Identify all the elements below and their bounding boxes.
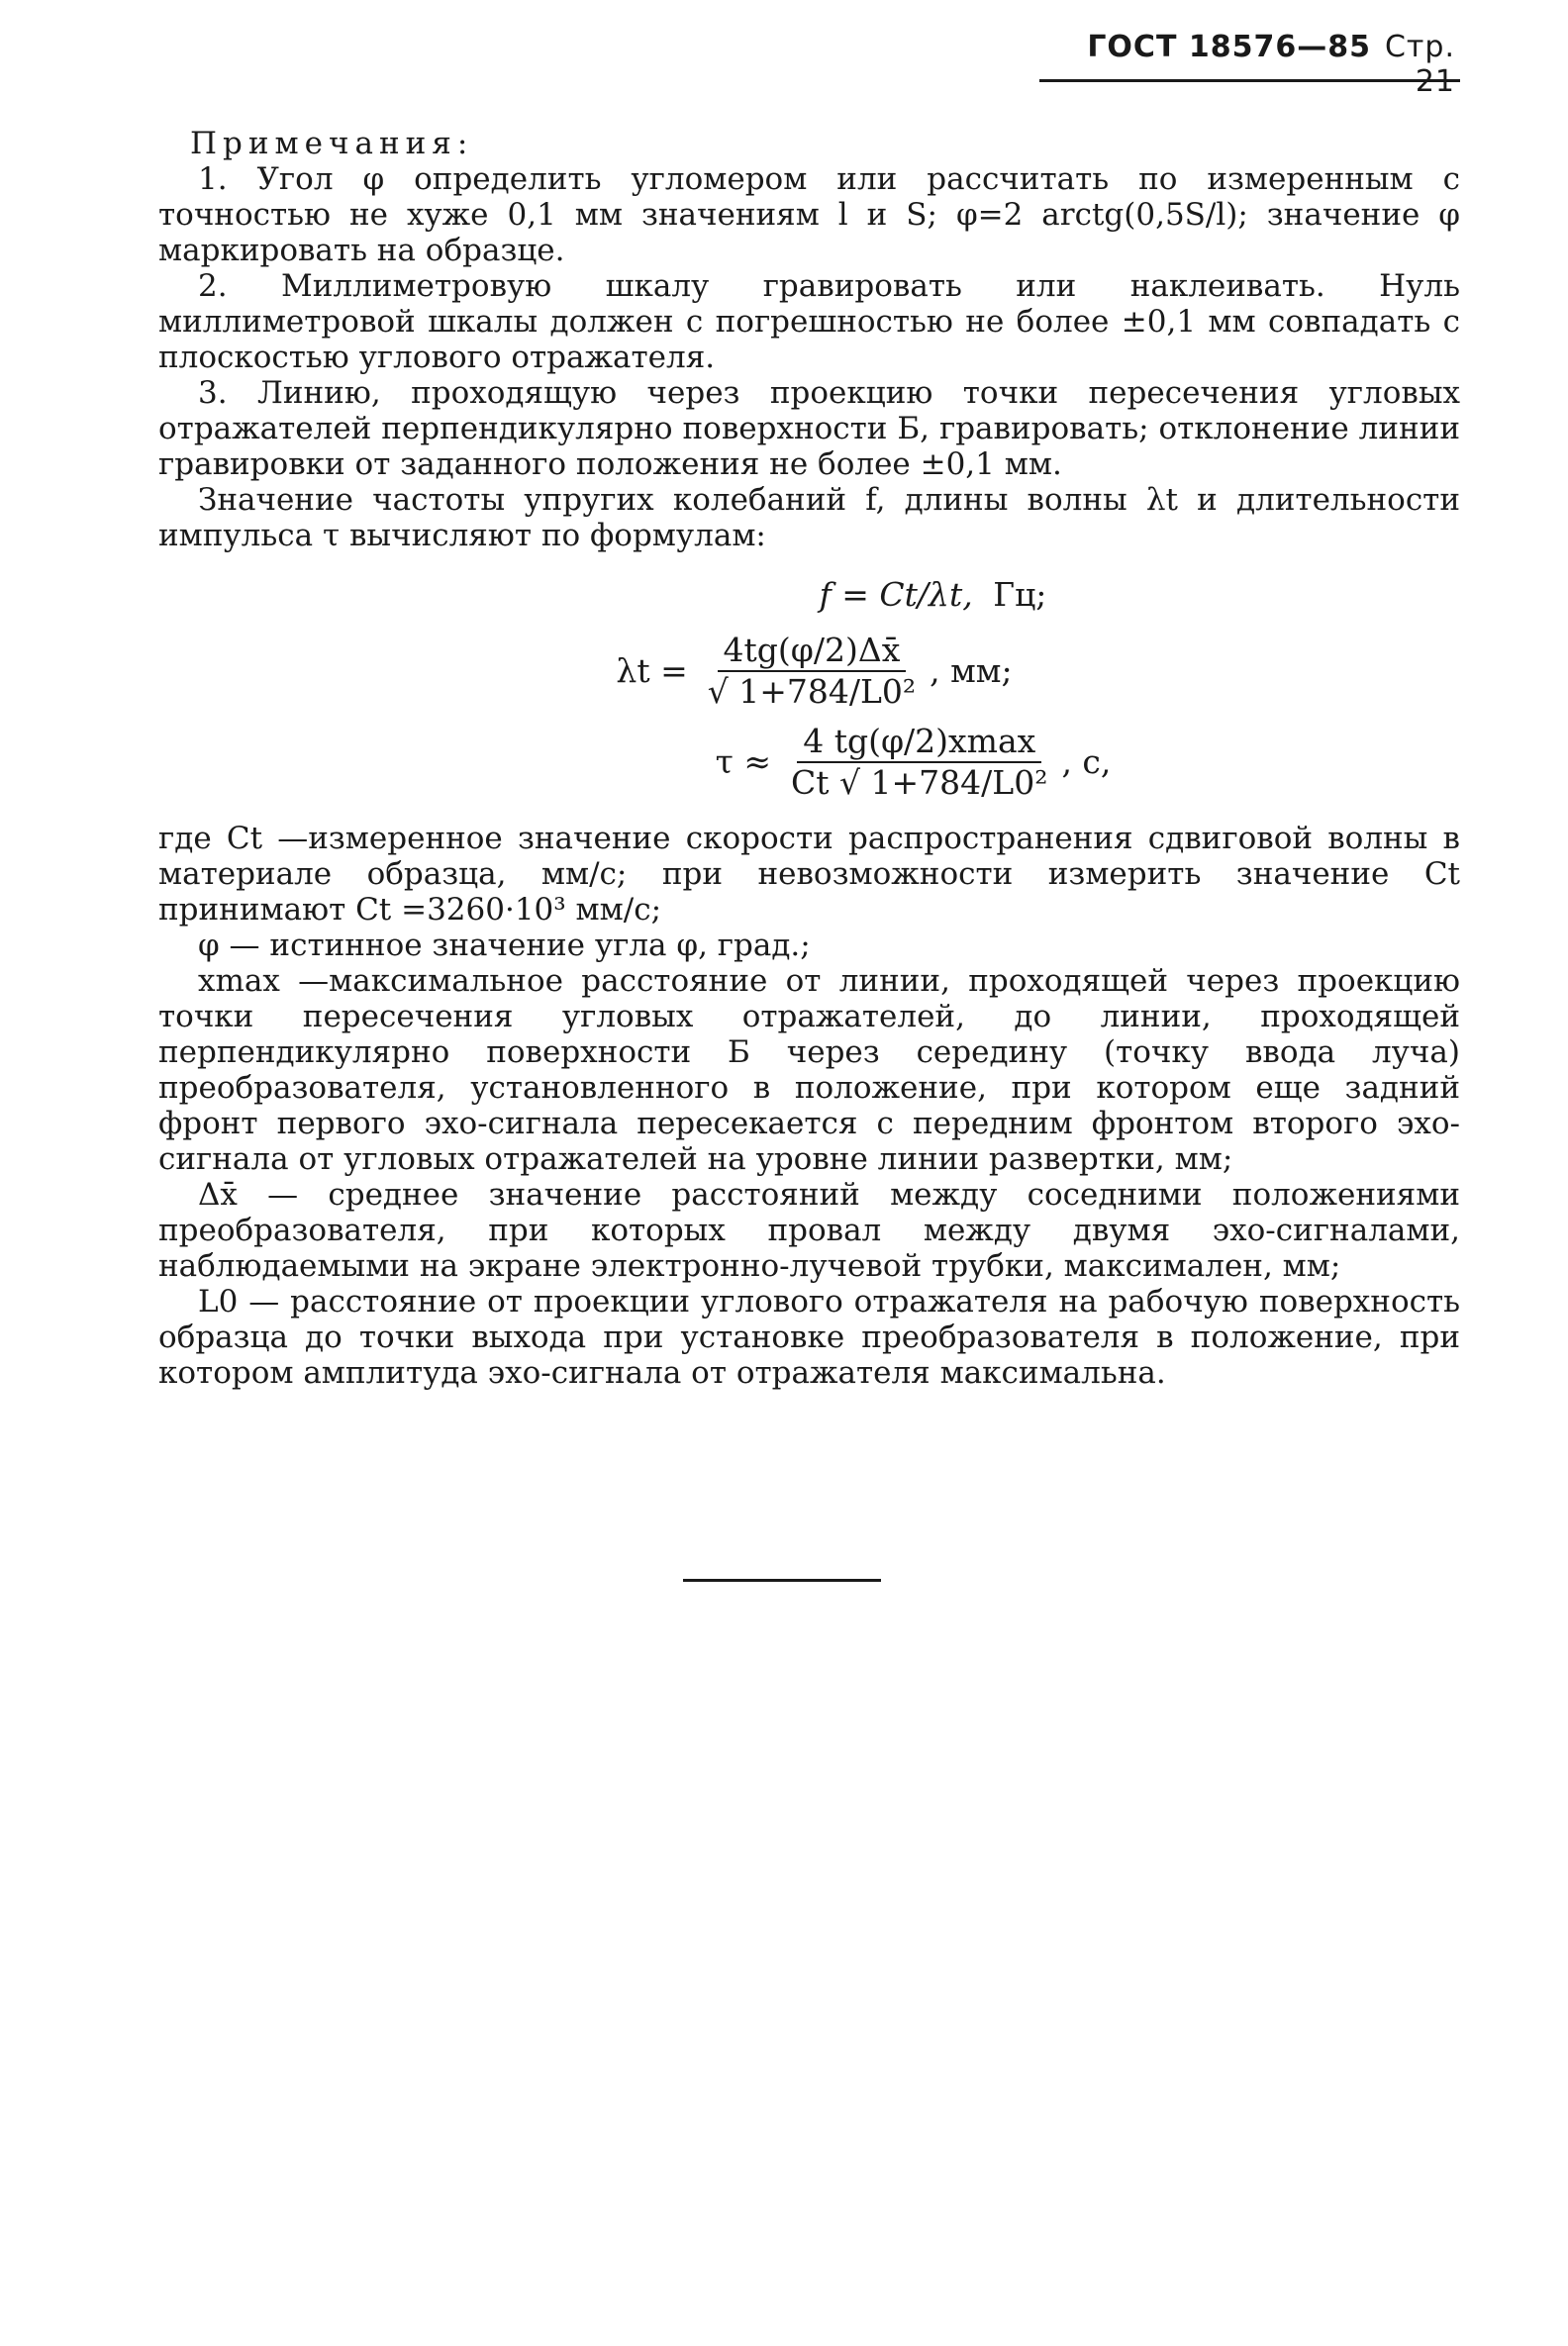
definitions-list: [158, 821, 1460, 1391]
formula-wavelength-fraction: [702, 633, 922, 710]
formula-wavelength-lhs: λt =: [616, 651, 688, 690]
page-number: Стр. 21: [1384, 30, 1455, 99]
formula-duration-unit: , с,: [1061, 742, 1112, 781]
formula-frequency-unit: Гц;: [993, 575, 1047, 614]
formula-frequency-rhs: = Ct/λt,: [841, 575, 973, 614]
definition-delta-x: Δx̄ — среднее значение расстояний между соседними положениями преобразователя, при которых провал между двумя эхо-сигналами, наблюдаемыми на экране электронно-лучевой трубки, максимален, мм;: [158, 1177, 1460, 1284]
formula-wavelength-numerator: 4tg(φ/2)Δx̄: [718, 633, 907, 672]
formula-duration: [158, 724, 1460, 801]
note-item-3: 3. Линию, проходящую через проекцию точки пересечения угловых отражателей перпендикулярно поверхности Б, гравировать; отклонение линии гравировки от заданного положения не более ±0,1 мм.: [158, 375, 1460, 482]
definition-phi: φ — истинное значение угла φ, град.;: [198, 928, 811, 963]
formula-duration-lhs: τ ≈: [715, 742, 772, 781]
definition-xmax: xmax —максимальное расстояние от линии, проходящей через проекцию точки пересечения угловых отражателей, до линии, проходящей перпендикулярно поверхности Б через середину (точку ввода луча) преобразователя, установленного в положение, при котором еще задний фронт первого эхо-сигнала пересекается с передним фронтом второго эхо-сигнала от угловых отражателей на уровне линии развертки, мм;: [158, 963, 1460, 1177]
note-item-2: 2. Миллиметровую шкалу гравировать или наклеивать. Нуль миллиметровой шкалы должен с погрешностью не более ±0,1 мм совпадать с плоскостью углового отражателя.: [158, 268, 1460, 375]
formula-wavelength: [158, 633, 1460, 710]
note-item-1: 1. Угол φ определить угломером или рассчитать по измеренным с точностью не хуже 0,1 мм значениям l и S; φ=2 arctg(0,5S/l); значение φ маркировать на образце.: [158, 161, 1460, 268]
definition-ct: где Ct —измеренное значение скорости распространения сдвиговой волны в материале образца, мм/с; при невозможности измерить значение Ct принимают Ct =3260·10³ мм/с;: [158, 821, 1460, 928]
formula-duration-numerator: 4 tg(φ/2)xmax: [797, 724, 1041, 763]
formulas-intro: Значение частоты упругих колебаний f, длины волны λt и длительности импульса τ вычисляют по формулам:: [158, 482, 1460, 553]
header-rule: [1039, 79, 1460, 82]
page-body: [158, 126, 1460, 1391]
formula-wavelength-unit: , мм;: [930, 651, 1013, 690]
definition-l0: L0 — расстояние от проекции углового отражателя на рабочую поверхность образца до точки выхода при установке преобразователя в положение, при котором амплитуда эхо-сигнала от отражателя максимальна.: [158, 1284, 1460, 1391]
formula-duration-fraction: [785, 724, 1053, 801]
notes-title: Примечания:: [190, 126, 474, 161]
formula-frequency-lhs: f: [819, 575, 832, 614]
formula-wavelength-denominator: √ 1+784/L0²: [707, 672, 917, 711]
formula-frequency: [158, 569, 1460, 621]
end-rule: [683, 1579, 881, 1582]
standard-number: ГОСТ 18576—85: [1087, 30, 1371, 64]
formula-duration-denominator: Ct √ 1+784/L0²: [791, 763, 1048, 802]
